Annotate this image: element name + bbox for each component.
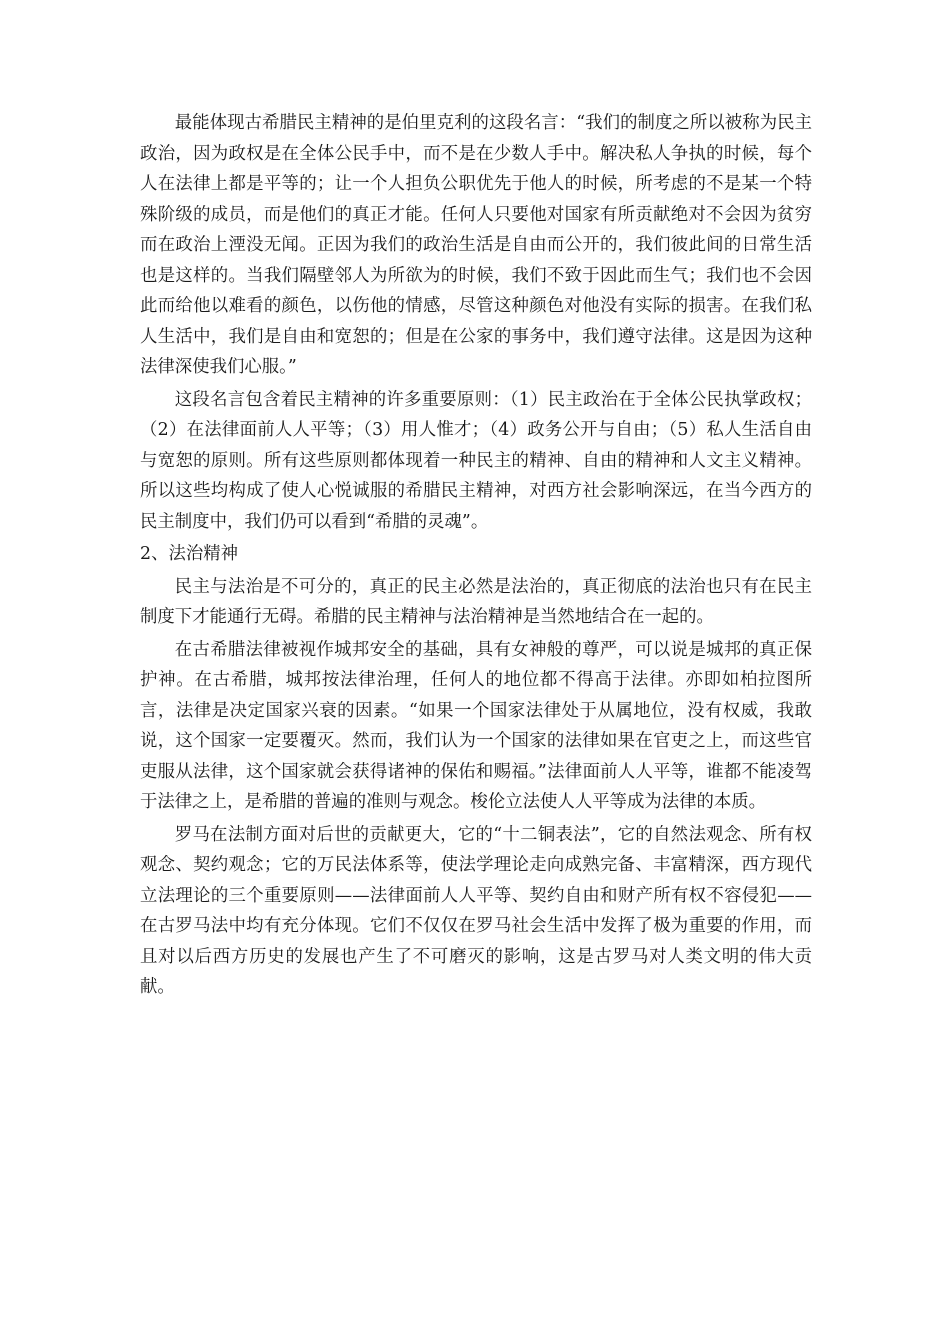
section-heading: 2、法治精神 <box>140 544 239 564</box>
paragraph-pericles-quote: 最能体现古希腊民主精神的是伯里克利的这段名言：“我们的制度之所以被称为民主政治，因为政权是在全体公民手中，而不是在少数人手中。解决私人争执的时候，每个人在法律上都是平等的；让一个人担负公职优先于他人的时候，所考虑的不是某一个特殊阶级的成员，而是他们的真正才能。任何人只要他对国家有所贡献绝对不会因为贫穷而在政治上湮没无闻。正因为我们的政治生活是自由而公开的，我们彼此间的日常生活也是这样的。当我们隔壁邻人为所欲为的时候，我们不致于因此而生气；我们也不会因此而给他以难看的颜色，以伤他的情感，尽管这种颜色对他没有实际的损害。在我们私人生活中，我们是自由和宽恕的；但是在公家的事务中，我们遵守法律。这是因为这种法律深使我们心服。” <box>140 113 812 377</box>
paragraph-democracy-rule-of-law: 民主与法治是不可分的，真正的民主必然是法治的，真正彻底的法治也只有在民主制度下才能通行无碍。希腊的民主精神与法治精神是当然地结合在一起的。 <box>140 576 812 627</box>
paragraph-greek-law: 在古希腊法律被视作城邦安全的基础，具有女神般的尊严，可以说是城邦的真正保护神。在古希腊，城邦按法律治理，任何人的地位都不得高于法律。亦即如柏拉图所言，法律是决定国家兴衰的因素。“如果一个国家法律处于从属地位，没有权威，我敢说，这个国家一定要覆灭。然而，我们认为一个国家的法律如果在官吏之上，而这些官吏服从法律，这个国家就会获得诸神的保佑和赐福。”法律面前人人平等，谁都不能凌驾于法律之上，是希腊的普遍的准则与观念。梭伦立法使人人平等成为法律的本质。 <box>140 639 812 812</box>
document-page <box>140 108 812 1005</box>
paragraph-democratic-principles: 这段名言包含着民主精神的许多重要原则：（1）民主政治在于全体公民执掌政权；（2）在法律面前人人平等；（3）用人惟才；（4）政务公开与自由；（5）私人生活自由与宽恕的原则。所有这些原则都体现着一种民主的精神、自由的精神和人文主义精神。所以这些均构成了使人心悦诚服的希腊民主精神，对西方社会影响深远，在当今西方的民主制度中，我们仍可以看到“希腊的灵魂”。 <box>140 389 812 532</box>
paragraph-roman-law: 罗马在法制方面对后世的贡献更大，它的“十二铜表法”，它的自然法观念、所有权观念、契约观念；它的万民法体系等，使法学理论走向成熟完备、丰富精深，西方现代立法理论的三个重要原则——法律面前人人平等、契约自由和财产所有权不容侵犯——在古罗马法中均有充分体现。它们不仅仅在罗马社会生活中发挥了极为重要的作用，而且对以后西方历史的发展也产生了不可磨灭的影响，这是古罗马对人类文明的伟大贡献。 <box>140 824 812 997</box>
